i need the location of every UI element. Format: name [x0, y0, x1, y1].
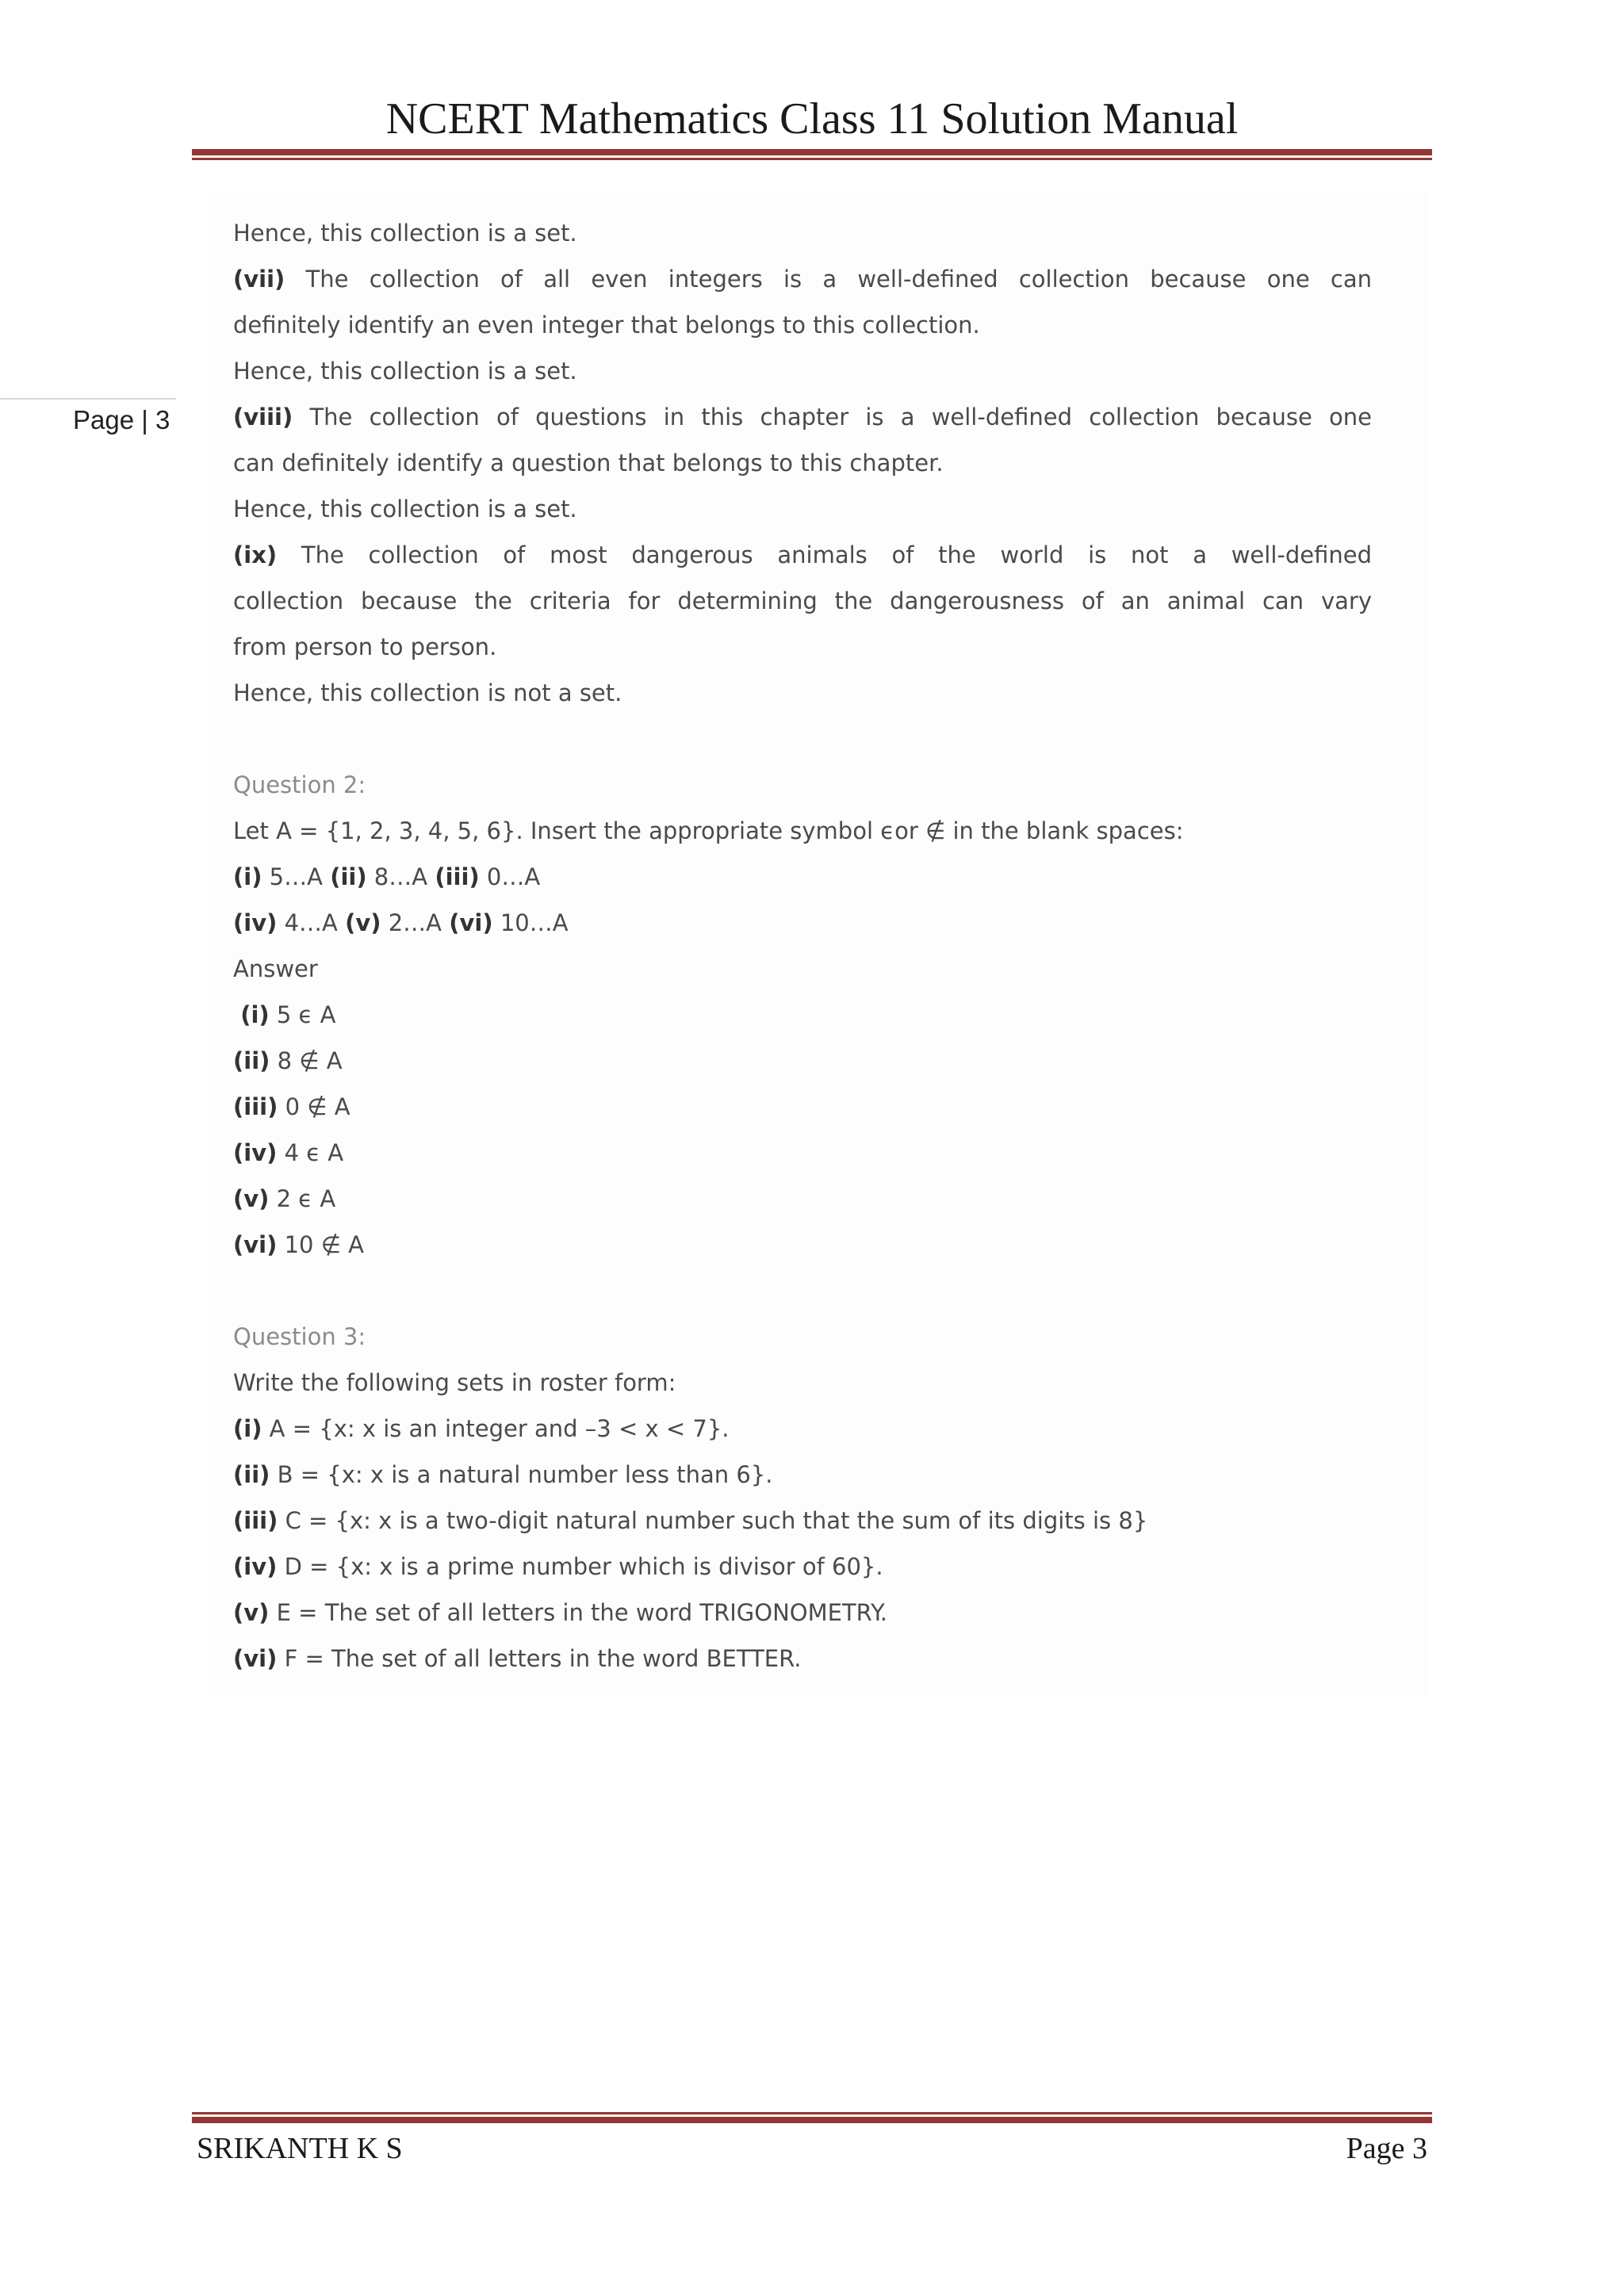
question-3-heading: Question 3:: [233, 1323, 366, 1350]
body-line: Hence, this collection is a set.: [233, 358, 577, 385]
answer-item: [233, 992, 1372, 1038]
body-line: from person to person.: [233, 633, 497, 660]
item-label: (vi): [233, 1231, 278, 1258]
question-2-text: Let A = {1, 2, 3, 4, 5, 6}. Insert the appropriate symbol ϵor ∉ in the blank spaces:: [233, 817, 1184, 844]
item-label: (i): [240, 1001, 270, 1028]
item-text: The collection of most dangerous animals of the world is not a well-defined: [301, 541, 1372, 568]
item-label: (ii): [233, 1047, 270, 1074]
answer-item: [233, 1176, 1372, 1222]
item-label: (i): [233, 1415, 262, 1442]
item-label: (v): [233, 1599, 270, 1626]
item-ix: [233, 532, 1372, 578]
question-2-row-1: [233, 854, 1372, 900]
body-line: Hence, this collection is a set.: [233, 220, 577, 247]
footer-rule: [192, 2112, 1432, 2123]
item-label: (iii): [435, 863, 480, 890]
item-text: F = The set of all letters in the word BETTER.: [284, 1645, 802, 1672]
question-2-row-2: [233, 900, 1372, 946]
item-text: 10…A: [500, 909, 569, 936]
item-text: The collection of all even integers is a well-defined collection because one can: [305, 266, 1373, 293]
footer-author: SRIKANTH K S: [197, 2132, 403, 2165]
question-3-item: [233, 1498, 1372, 1544]
answer-label: Answer: [233, 955, 318, 982]
answer-item: [233, 1222, 1372, 1268]
item-text: 8 ∉ A: [277, 1047, 343, 1074]
question-3-text: Write the following sets in roster form:: [233, 1369, 676, 1396]
body-line: can definitely identify a question that belongs to this chapter.: [233, 450, 944, 476]
item-text: E = The set of all letters in the word TRIGONOMETRY.: [276, 1599, 888, 1626]
body-line: Hence, this collection is a set.: [233, 496, 577, 522]
item-text: 10 ∉ A: [284, 1231, 365, 1258]
item-label: (vii): [233, 266, 285, 293]
question-3-item: [233, 1590, 1372, 1636]
item-text: 8…A: [373, 863, 428, 890]
item-label: (iii): [233, 1507, 278, 1534]
header-rule: [192, 149, 1432, 160]
item-text: 2…A: [388, 909, 442, 936]
item-label: (viii): [233, 404, 293, 430]
item-text: 5 ϵ A: [276, 1001, 336, 1028]
body-line: collection because the criteria for determining the dangerousness of an animal can vary: [233, 587, 1372, 614]
item-text: 4…A: [284, 909, 338, 936]
question-3-item: [233, 1544, 1372, 1590]
item-label: (ix): [233, 541, 278, 568]
item-label: (iv): [233, 909, 278, 936]
item-label: (ii): [330, 863, 367, 890]
item-label: (vi): [449, 909, 493, 936]
item-text: 5…A: [269, 863, 323, 890]
answer-item: [233, 1130, 1372, 1176]
item-label: (iv): [233, 1553, 278, 1580]
item-label: (vi): [233, 1645, 278, 1672]
page-body: [233, 210, 1372, 1682]
answer-item: [233, 1038, 1372, 1084]
question-3-item: [233, 1406, 1372, 1452]
footer-page-number: Page 3: [1346, 2132, 1427, 2165]
item-text: C = {x: x is a two-digit natural number such that the sum of its digits is 8}: [285, 1507, 1148, 1534]
item-text: B = {x: x is a natural number less than 6}.: [277, 1461, 773, 1488]
page-header-title: NCERT Mathematics Class 11 Solution Manual: [385, 94, 1239, 144]
item-text: 0…A: [486, 863, 541, 890]
question-2-heading: Question 2:: [233, 771, 366, 798]
item-text: 0 ∉ A: [285, 1093, 350, 1120]
item-label: (v): [233, 1185, 270, 1212]
item-label: (v): [345, 909, 381, 936]
item-label: (ii): [233, 1461, 270, 1488]
answer-item: [233, 1084, 1372, 1130]
question-3-item: [233, 1452, 1372, 1498]
item-label: (iv): [233, 1139, 278, 1166]
body-line: definitely identify an even integer that belongs to this collection.: [233, 312, 980, 339]
body-line: Hence, this collection is not a set.: [233, 679, 622, 706]
item-text: 4 ϵ A: [284, 1139, 344, 1166]
item-label: (i): [233, 863, 262, 890]
item-text: D = {x: x is a prime number which is divisor of 60}.: [284, 1553, 883, 1580]
item-text: 2 ϵ A: [276, 1185, 336, 1212]
item-vii: [233, 256, 1372, 302]
item-text: The collection of questions in this chapter is a well-defined collection because one: [309, 404, 1373, 430]
item-label: (iii): [233, 1093, 278, 1120]
item-text: A = {x: x is an integer and –3 < x < 7}.: [269, 1415, 730, 1442]
question-3-item: [233, 1636, 1372, 1682]
side-page-label: Page | 3: [73, 405, 170, 434]
item-viii: [233, 394, 1372, 440]
side-divider: [0, 398, 176, 400]
